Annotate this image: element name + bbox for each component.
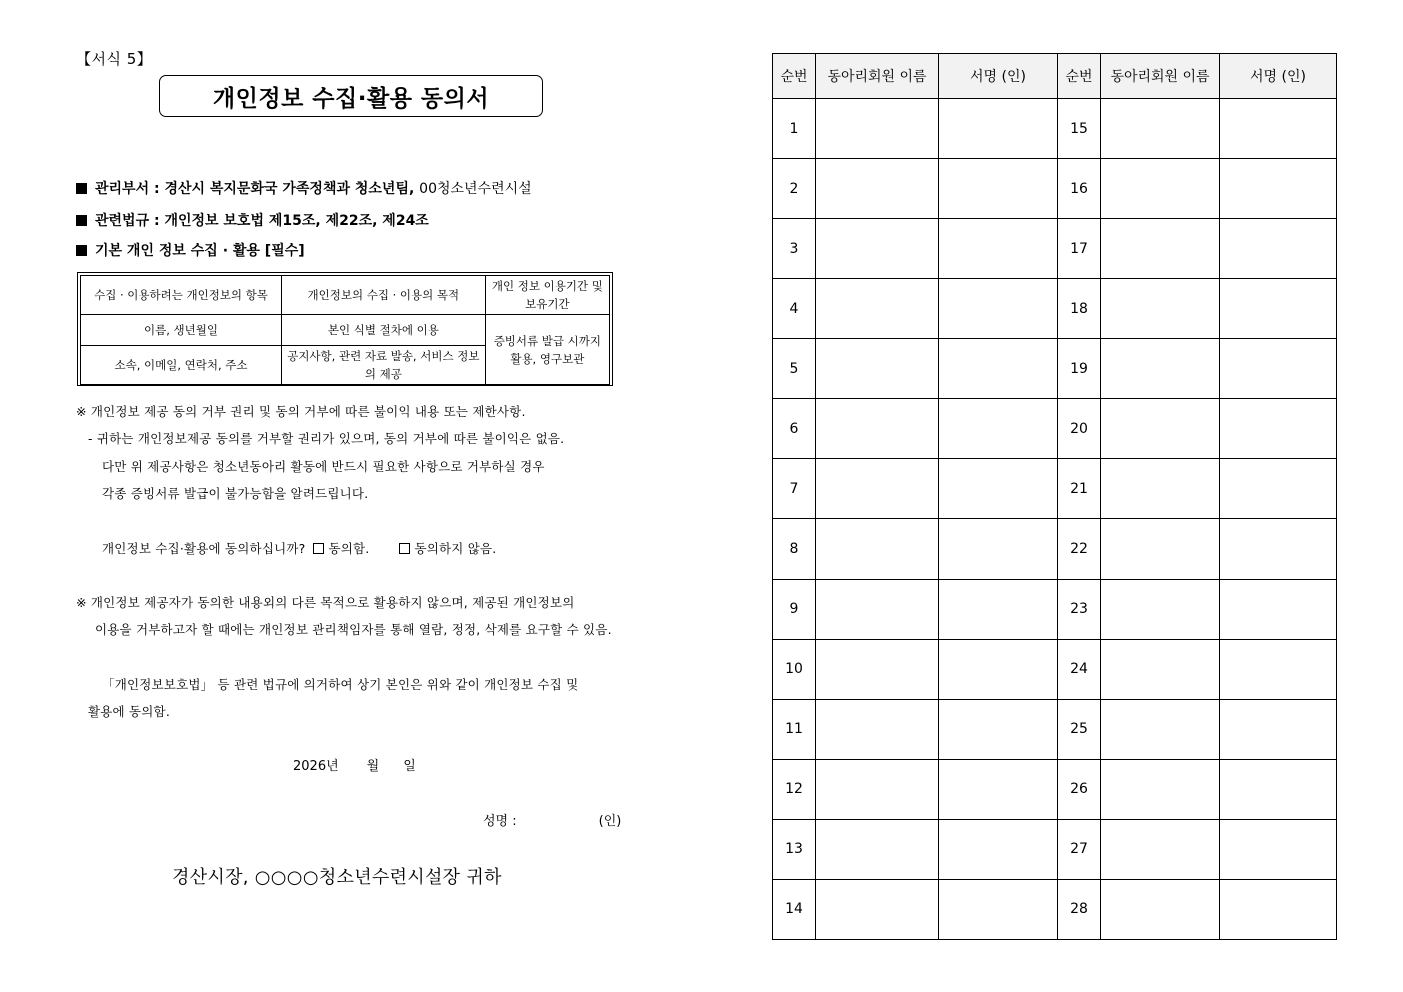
member-name-cell[interactable] [816,519,939,579]
member-name-cell[interactable] [1101,639,1220,699]
member-name-cell[interactable] [816,879,939,939]
member-name-cell[interactable] [1101,399,1220,459]
row-number: 4 [773,279,816,339]
table-row [773,279,1337,339]
dept-extra: 00청소년수련시설 [419,181,532,197]
signature-cell[interactable] [939,579,1058,639]
table-row [773,579,1337,639]
row-number: 6 [773,399,816,459]
table-row [773,639,1337,699]
member-name-cell[interactable] [816,759,939,819]
table-row [773,339,1337,399]
signature-cell[interactable] [939,639,1058,699]
table-row [773,399,1337,459]
row-number: 25 [1058,699,1101,759]
disagree-label: 동의하지 않음. [414,541,497,556]
form-label: 【서식 5】 [76,50,153,68]
dept-label: 관리부서 : 경산시 복지문화국 가족정책과 청소년팀, [95,181,415,197]
signature-cell[interactable] [1220,459,1337,519]
row-number: 20 [1058,399,1101,459]
row-number: 22 [1058,519,1101,579]
notice-line-4: 각종 증빙서류 발급이 불가능함을 알려드립니다. [102,486,369,501]
row-number: 5 [773,339,816,399]
member-name-cell[interactable] [1101,99,1220,159]
member-name-cell[interactable] [1101,519,1220,579]
row-number: 17 [1058,219,1101,279]
info-table-frame [77,272,613,386]
row-number: 15 [1058,99,1101,159]
signature-cell[interactable] [939,759,1058,819]
member-name-cell[interactable] [816,639,939,699]
signature-cell[interactable] [1220,159,1337,219]
row-number: 18 [1058,279,1101,339]
member-name-cell[interactable] [1101,339,1220,399]
member-name-cell[interactable] [816,459,939,519]
signature-cell[interactable] [1220,819,1337,879]
disagree-checkbox[interactable] [399,543,410,554]
row-number: 13 [773,819,816,879]
member-name-cell[interactable] [816,579,939,639]
consent-question: 개인정보 수집·활용에 동의하십니까? [102,541,306,556]
table-header: 개인정보의 수집 · 이용의 목적 [282,276,486,315]
col-header-signature: 서명 (인) [1220,54,1337,99]
notice-line-3: 다만 위 제공사항은 청소년동아리 활동에 반드시 필요한 사항으로 거부하실 경우 [102,459,545,474]
signature-cell[interactable] [939,519,1058,579]
row-number: 1 [773,99,816,159]
row-number: 7 [773,459,816,519]
member-name-cell[interactable] [816,279,939,339]
table-cell: 본인 식별 절차에 이용 [282,315,486,346]
table-cell: 소속, 이메일, 연락처, 주소 [81,346,282,385]
square-bullet-icon [76,215,87,226]
law-info [76,210,429,230]
signature-cell[interactable] [939,459,1058,519]
statement-line-1: 「개인정보보호법」 등 관련 법규에 의거하여 상기 본인은 위와 같이 개인정보 수집 및 [102,677,579,692]
member-name-cell[interactable] [816,219,939,279]
notice-line-2: - 귀하는 개인정보제공 동의를 거부할 권리가 있으며, 동의 거부에 따른 불이익은 없음. [88,431,565,446]
table-row [773,159,1337,219]
signature-cell[interactable] [939,699,1058,759]
row-number: 26 [1058,759,1101,819]
member-name-cell[interactable] [1101,579,1220,639]
date-line [293,755,416,774]
square-bullet-icon [76,245,87,256]
member-name-cell[interactable] [816,699,939,759]
table-header: 개인 정보 이용기간 및 보유기간 [485,276,609,315]
signature-cell[interactable] [1220,99,1337,159]
notice2-line-1: ※ 개인정보 제공자가 동의한 내용외의 다른 목적으로 활용하지 않으며, 제공된 개인정보의 [76,595,575,610]
row-number: 9 [773,579,816,639]
notice2-line-2: 이용을 거부하고자 할 때에는 개인정보 관리책임자를 통해 열람, 정정, 삭제를 요구할 수 있음. [95,622,612,637]
table-cell: 공지사항, 관련 자료 발송, 서비스 정보의 제공 [282,346,486,385]
member-name-cell[interactable] [816,99,939,159]
row-number: 10 [773,639,816,699]
table-cell-retention: 증빙서류 발급 시까지 활용, 영구보관 [485,315,609,385]
table-row [773,759,1337,819]
dept-info [76,178,532,198]
date-month: 월 [366,759,380,774]
signature-table [772,53,1337,940]
col-header-name: 동아리회원 이름 [1101,54,1220,99]
row-number: 21 [1058,459,1101,519]
signature-cell[interactable] [1220,879,1337,939]
signature-cell[interactable] [1220,279,1337,339]
addressee: 경산시장, ○○○○청소년수련시설장 귀하 [172,867,502,888]
member-name-cell[interactable] [1101,699,1220,759]
signature-line [483,810,621,829]
row-number: 28 [1058,879,1101,939]
date-year: 2026년 [293,759,339,774]
signature-cell[interactable] [939,279,1058,339]
row-number: 11 [773,699,816,759]
row-number: 27 [1058,819,1101,879]
basic-info [76,240,305,260]
signature-cell[interactable] [939,219,1058,279]
signature-cell[interactable] [939,879,1058,939]
signature-cell[interactable] [1220,759,1337,819]
signature-cell[interactable] [939,819,1058,879]
col-header-number: 순번 [1058,54,1101,99]
table-header: 수집 · 이용하려는 개인정보의 항목 [81,276,282,315]
agree-checkbox[interactable] [313,543,324,554]
row-number: 14 [773,879,816,939]
table-row [773,819,1337,879]
col-header-signature: 서명 (인) [939,54,1058,99]
table-row [773,99,1337,159]
row-number: 3 [773,219,816,279]
member-name-cell[interactable] [816,819,939,879]
member-name-cell[interactable] [1101,819,1220,879]
table-row [773,519,1337,579]
member-name-cell[interactable] [816,339,939,399]
row-number: 19 [1058,339,1101,399]
signature-cell[interactable] [939,159,1058,219]
signature-cell[interactable] [1220,699,1337,759]
table-cell: 이름, 생년월일 [81,315,282,346]
member-name-cell[interactable] [816,399,939,459]
signature-cell[interactable] [1220,579,1337,639]
row-number: 16 [1058,159,1101,219]
statement-line-2: 활용에 동의함. [88,704,170,719]
date-day: 일 [403,759,416,774]
square-bullet-icon [76,183,87,194]
member-name-cell[interactable] [1101,219,1220,279]
signature-cell[interactable] [1220,399,1337,459]
col-header-number: 순번 [773,54,816,99]
member-name-cell[interactable] [816,159,939,219]
row-number: 8 [773,519,816,579]
agree-label: 동의함. [328,541,370,556]
table-row [773,219,1337,279]
row-number: 2 [773,159,816,219]
member-name-cell[interactable] [1101,759,1220,819]
signature-cell[interactable] [939,339,1058,399]
row-number: 24 [1058,639,1101,699]
signature-cell[interactable] [939,399,1058,459]
info-table [80,275,610,385]
signature-seal: (인) [598,814,622,829]
member-name-cell[interactable] [1101,159,1220,219]
signature-cell[interactable] [1220,339,1337,399]
law-text: 관련법규 : 개인정보 보호법 제15조, 제22조, 제24조 [95,213,429,229]
signature-cell[interactable] [939,99,1058,159]
document-title: 개인정보 수집·활용 동의서 [159,75,543,117]
row-number: 23 [1058,579,1101,639]
basic-text: 기본 개인 정보 수집 · 활용 [필수] [95,243,305,259]
member-name-cell[interactable] [1101,459,1220,519]
notice-line-1: ※ 개인정보 제공 동의 거부 권리 및 동의 거부에 따른 불이익 내용 또는 제한사항. [76,404,526,419]
signature-cell[interactable] [1220,639,1337,699]
row-number: 12 [773,759,816,819]
member-name-cell[interactable] [1101,279,1220,339]
consent-line [102,539,496,557]
table-row [773,699,1337,759]
table-row [773,459,1337,519]
member-name-cell[interactable] [1101,879,1220,939]
table-row [773,879,1337,939]
signature-label: 성명 : [483,814,517,829]
signature-cell[interactable] [1220,219,1337,279]
col-header-name: 동아리회원 이름 [816,54,939,99]
signature-cell[interactable] [1220,519,1337,579]
